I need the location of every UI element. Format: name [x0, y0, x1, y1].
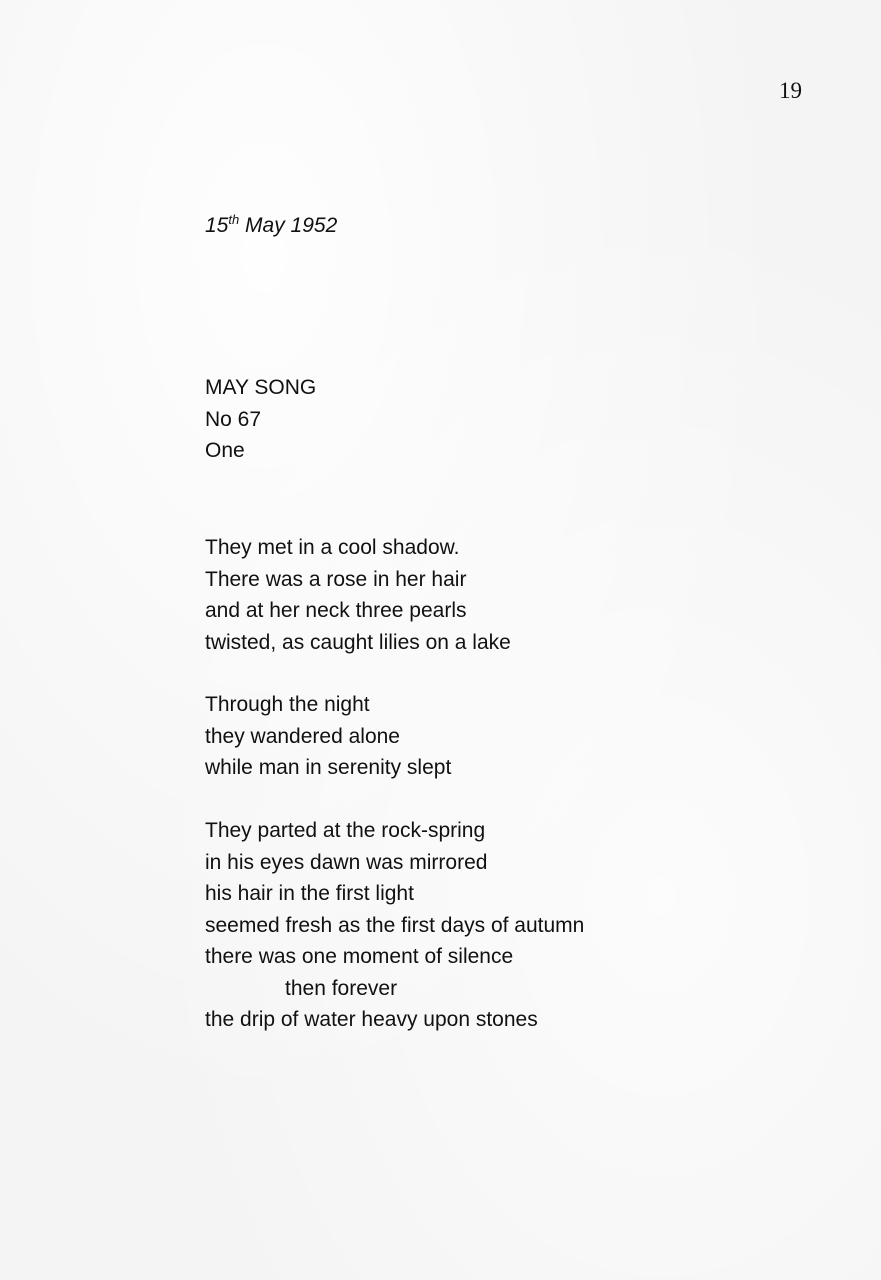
poem-date — [205, 214, 337, 238]
poem-part: One — [205, 439, 245, 462]
poem-line-indented: then forever — [285, 976, 398, 1000]
date-rest: May 1952 — [239, 214, 338, 237]
poem-line: in his eyes dawn was mirrored — [205, 850, 488, 874]
date-day: 15 — [205, 214, 229, 237]
date-ordinal: th — [228, 212, 240, 227]
poem-line: there was one moment of silence — [205, 945, 514, 968]
poem-line: seemed fresh as the first days of autumn — [205, 913, 585, 937]
poem-line: They met in a cool shadow. — [205, 536, 460, 559]
poem-line: the drip of water heavy upon stones — [205, 1008, 538, 1031]
poem-heading — [205, 372, 316, 467]
poem-line: they wandered alone — [205, 724, 400, 748]
poem-line: his hair in the first light — [205, 882, 414, 905]
stanza-1 — [205, 532, 511, 658]
poem-line: while man in serenity slept — [205, 756, 452, 779]
poem-line: twisted, as caught lilies on a lake — [205, 630, 511, 654]
poem-line: They parted at the rock-spring — [205, 819, 486, 842]
stanza-3 — [205, 815, 584, 1036]
stanza-2 — [205, 689, 451, 784]
poem-number: No 67 — [205, 407, 262, 431]
poem-title: MAY SONG — [205, 376, 317, 399]
poem-line: Through the night — [205, 693, 370, 716]
page-number: 19 — [779, 78, 802, 103]
poem-line: There was a rose in her hair — [205, 567, 467, 591]
poem-line: and at her neck three pearls — [205, 599, 467, 622]
